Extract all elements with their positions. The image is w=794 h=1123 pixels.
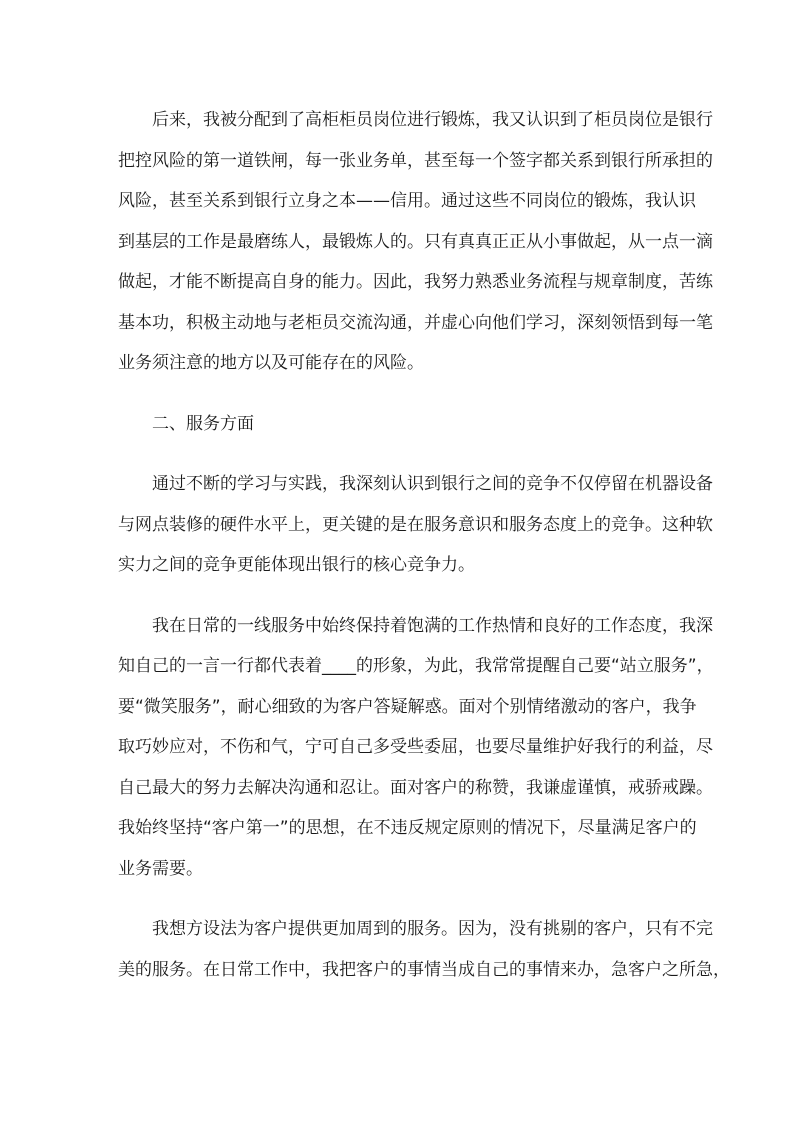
text-line: 要“微笑服务”，耐心细致的为客户答疑解惑。面对个别情绪激动的客户，我争 bbox=[118, 696, 697, 717]
text-line: 自己最大的努力去解决沟通和忍让。面对客户的称赞，我谦虚谨慎，戒骄戒躁。 bbox=[118, 777, 713, 798]
text-line: 业务需要。 bbox=[118, 858, 203, 879]
text-line: 我在日常的一线服务中始终保持着饱满的工作热情和良好的工作态度，我深 bbox=[152, 615, 713, 636]
text-line: 到基层的工作是最磨练人，最锻炼人的。只有真真正正从小事做起，从一点一滴 bbox=[118, 231, 713, 252]
section-heading bbox=[118, 404, 678, 445]
text-line: 基本功，积极主动地与老柜员交流沟通，并虚心向他们学习，深刻领悟到每一笔 bbox=[118, 312, 713, 333]
text-line: 我想方设法为客户提供更加周到的服务。因为，没有挑剔的客户，只有不完 bbox=[152, 919, 713, 939]
text-line: 把控风险的第一道铁闸，每一张业务单，甚至每一个签字都关系到银行所承担的 bbox=[118, 150, 713, 171]
section-heading-text: 二、服务方面 bbox=[152, 413, 254, 434]
text-line: 业务须注意的地方以及可能存在的风险。 bbox=[118, 353, 424, 373]
text-line: 取巧妙应对，不伤和气，宁可自己多受些委屈，也要尽量维护好我行的利益，尽 bbox=[118, 737, 713, 757]
text-line: 实力之间的竞争更能体现出银行的核心竞争力。 bbox=[118, 555, 475, 575]
text-line: 与网点装修的硬件水平上，更关键的是在服务意识和服务态度上的竞争。这种软 bbox=[118, 514, 713, 535]
paragraph-competition bbox=[118, 464, 713, 586]
paragraph-thoughtful-service bbox=[118, 909, 730, 990]
text-line: 美的服务。在日常工作中，我把客户的事情当成自己的事情来办，急客户之所急， bbox=[118, 959, 730, 980]
text-line: 通过不断的学习与实践，我深刻认识到银行之间的竞争不仅停留在机器设备 bbox=[152, 474, 713, 494]
text-line: 后来，我被分配到了高柜柜员岗位进行锻炼，我又认识到了柜员岗位是银行 bbox=[152, 110, 713, 130]
text-line: 我始终坚持“客户第一”的思想，在不违反规定原则的情况下，尽量满足客户的 bbox=[118, 818, 697, 838]
paragraph-counter-experience bbox=[118, 100, 713, 384]
paragraph-frontline-service bbox=[118, 606, 714, 890]
text-line: 做起，才能不断提高自身的能力。因此，我努力熟悉业务流程与规章制度，苦练 bbox=[118, 272, 713, 292]
text-line: 知自己的一言一行都代表着____的形象，为此，我常常提醒自己要“站立服务”， bbox=[118, 656, 714, 676]
text-line: 风险，甚至关系到银行立身之本——信用。通过这些不同岗位的锻炼，我认识 bbox=[118, 191, 696, 211]
document-body bbox=[118, 100, 730, 1010]
